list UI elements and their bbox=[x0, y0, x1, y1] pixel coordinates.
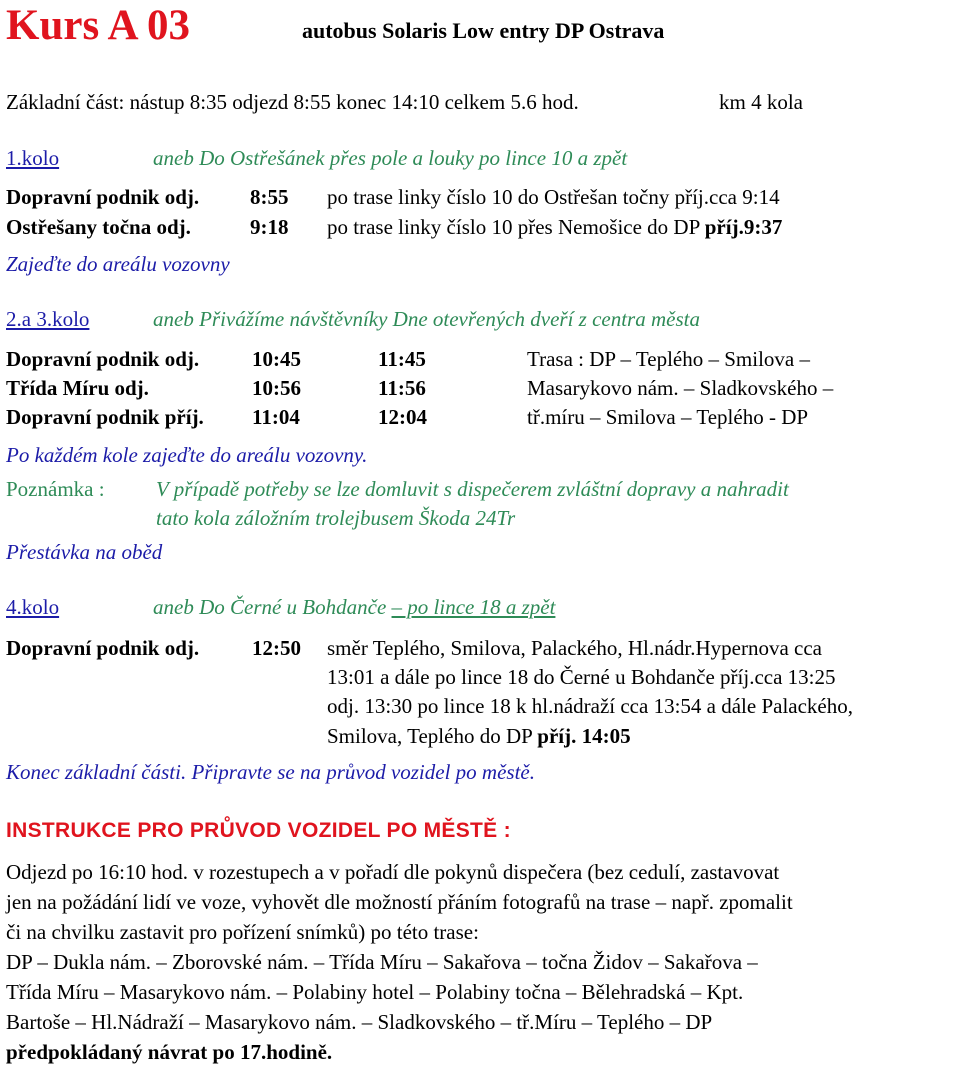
basic-km: km 4 kola bbox=[719, 90, 803, 114]
round23-time2-3: 12:04 bbox=[378, 405, 427, 429]
round1-stop-2: Ostřešany točna odj. bbox=[6, 215, 191, 239]
round23-stop-3: Dopravní podnik příj. bbox=[6, 405, 204, 429]
round4-stop: Dopravní podnik odj. bbox=[6, 636, 200, 660]
round23-time1-1: 10:45 bbox=[252, 347, 301, 371]
round4-description: aneb Do Černé u Bohdanče – po lince 18 a zpět bbox=[153, 595, 556, 619]
lunch-break: Přestávka na oběd bbox=[6, 540, 163, 564]
round4-route-line-3: odj. 13:30 po lince 18 k hl.nádraží cca 13:54 a dále Palackého, bbox=[327, 694, 853, 718]
round4-route-line-1: směr Teplého, Smilova, Palackého, Hl.nádr.Hypernova cca bbox=[327, 636, 822, 660]
round23-route-1: Trasa : DP – Teplého – Smilova – bbox=[527, 347, 811, 371]
course-title: Kurs A 03 bbox=[6, 2, 190, 49]
round23-time1-3: 11:04 bbox=[252, 405, 300, 429]
basic-part-line: Základní část: nástup 8:35 odjezd 8:55 konec 14:10 celkem 5.6 hod. bbox=[6, 90, 579, 114]
instructions-line-2: jen na požádání lidí ve voze, vyhovět dle možností přáním fotografů na trase – např. zpomalit bbox=[6, 890, 793, 914]
instructions-line-1: Odjezd po 16:10 hod. v rozestupech a v pořadí dle pokynů dispečera (bez cedulí, zastavovat bbox=[6, 860, 780, 884]
round23-route-3: tř.míru – Smilova – Teplého - DP bbox=[527, 405, 809, 429]
round23-route-2: Masarykovo nám. – Sladkovského – bbox=[527, 376, 834, 400]
round1-stop-1: Dopravní podnik odj. bbox=[6, 185, 200, 209]
instructions-line-5: Třída Míru – Masarykovo nám. – Polabiny hotel – Polabiny točna – Bělehradská – Kpt. bbox=[6, 980, 744, 1004]
instructions-heading: INSTRUKCE PRO PRŮVOD VOZIDEL PO MĚSTĚ : bbox=[6, 819, 511, 842]
instructions-line-3: či na chvilku zastavit pro pořízení snímků) po této trase: bbox=[6, 920, 479, 944]
round23-label: 2.a 3.kolo bbox=[6, 307, 90, 331]
note-line-1: V případě potřeby se lze domluvit s dispečerem zvláštní dopravy a nahradit bbox=[156, 477, 789, 501]
round4-route-line-4: Smilova, Teplého do DP příj. 14:05 bbox=[327, 724, 631, 748]
round23-stop-1: Dopravní podnik odj. bbox=[6, 347, 200, 371]
round4-route-line-2: 13:01 a dále po lince 18 do Černé u Bohdanče příj.cca 13:25 bbox=[327, 665, 836, 689]
round4-label: 4.kolo bbox=[6, 595, 60, 619]
round4-time: 12:50 bbox=[252, 636, 301, 660]
note-label: Poznámka : bbox=[6, 477, 105, 501]
round23-time2-2: 11:56 bbox=[378, 376, 426, 400]
round1-description: aneb Do Ostřešánek přes pole a louky po lince 10 a zpět bbox=[153, 146, 628, 170]
round1-time-1: 8:55 bbox=[250, 185, 289, 209]
round23-description: aneb Přivážíme návštěvníky Dne otevřených dveří z centra města bbox=[153, 307, 700, 331]
round23-time2-1: 11:45 bbox=[378, 347, 426, 371]
round1-time-2: 9:18 bbox=[250, 215, 289, 239]
bus-subtitle: autobus Solaris Low entry DP Ostrava bbox=[302, 18, 665, 43]
basic-part-end: Konec základní části. Připravte se na průvod vozidel po městě. bbox=[6, 760, 535, 784]
round23-stop-2: Třída Míru odj. bbox=[6, 376, 149, 400]
expected-return: předpokládaný návrat po 17.hodině. bbox=[6, 1040, 333, 1064]
instructions-line-4: DP – Dukla nám. – Zborovské nám. – Třída Míru – Sakařova – točna Židov – Sakařova – bbox=[6, 950, 758, 974]
round1-route-2: po trase linky číslo 10 přes Nemošice do DP příj.9:37 bbox=[327, 215, 783, 239]
round1-note: Zajeďte do areálu vozovny bbox=[6, 252, 230, 276]
round23-time1-2: 10:56 bbox=[252, 376, 301, 400]
round23-after-note: Po každém kole zajeďte do areálu vozovny. bbox=[6, 443, 368, 467]
round1-label: 1.kolo bbox=[6, 146, 60, 170]
note-line-2: tato kola záložním trolejbusem Škoda 24Tr bbox=[156, 506, 516, 530]
instructions-line-6: Bartoše – Hl.Nádraží – Masarykovo nám. – Sladkovského – tř.Míru – Teplého – DP bbox=[6, 1010, 713, 1034]
round1-route-1: po trase linky číslo 10 do Ostřešan točny příj.cca 9:14 bbox=[327, 185, 780, 209]
